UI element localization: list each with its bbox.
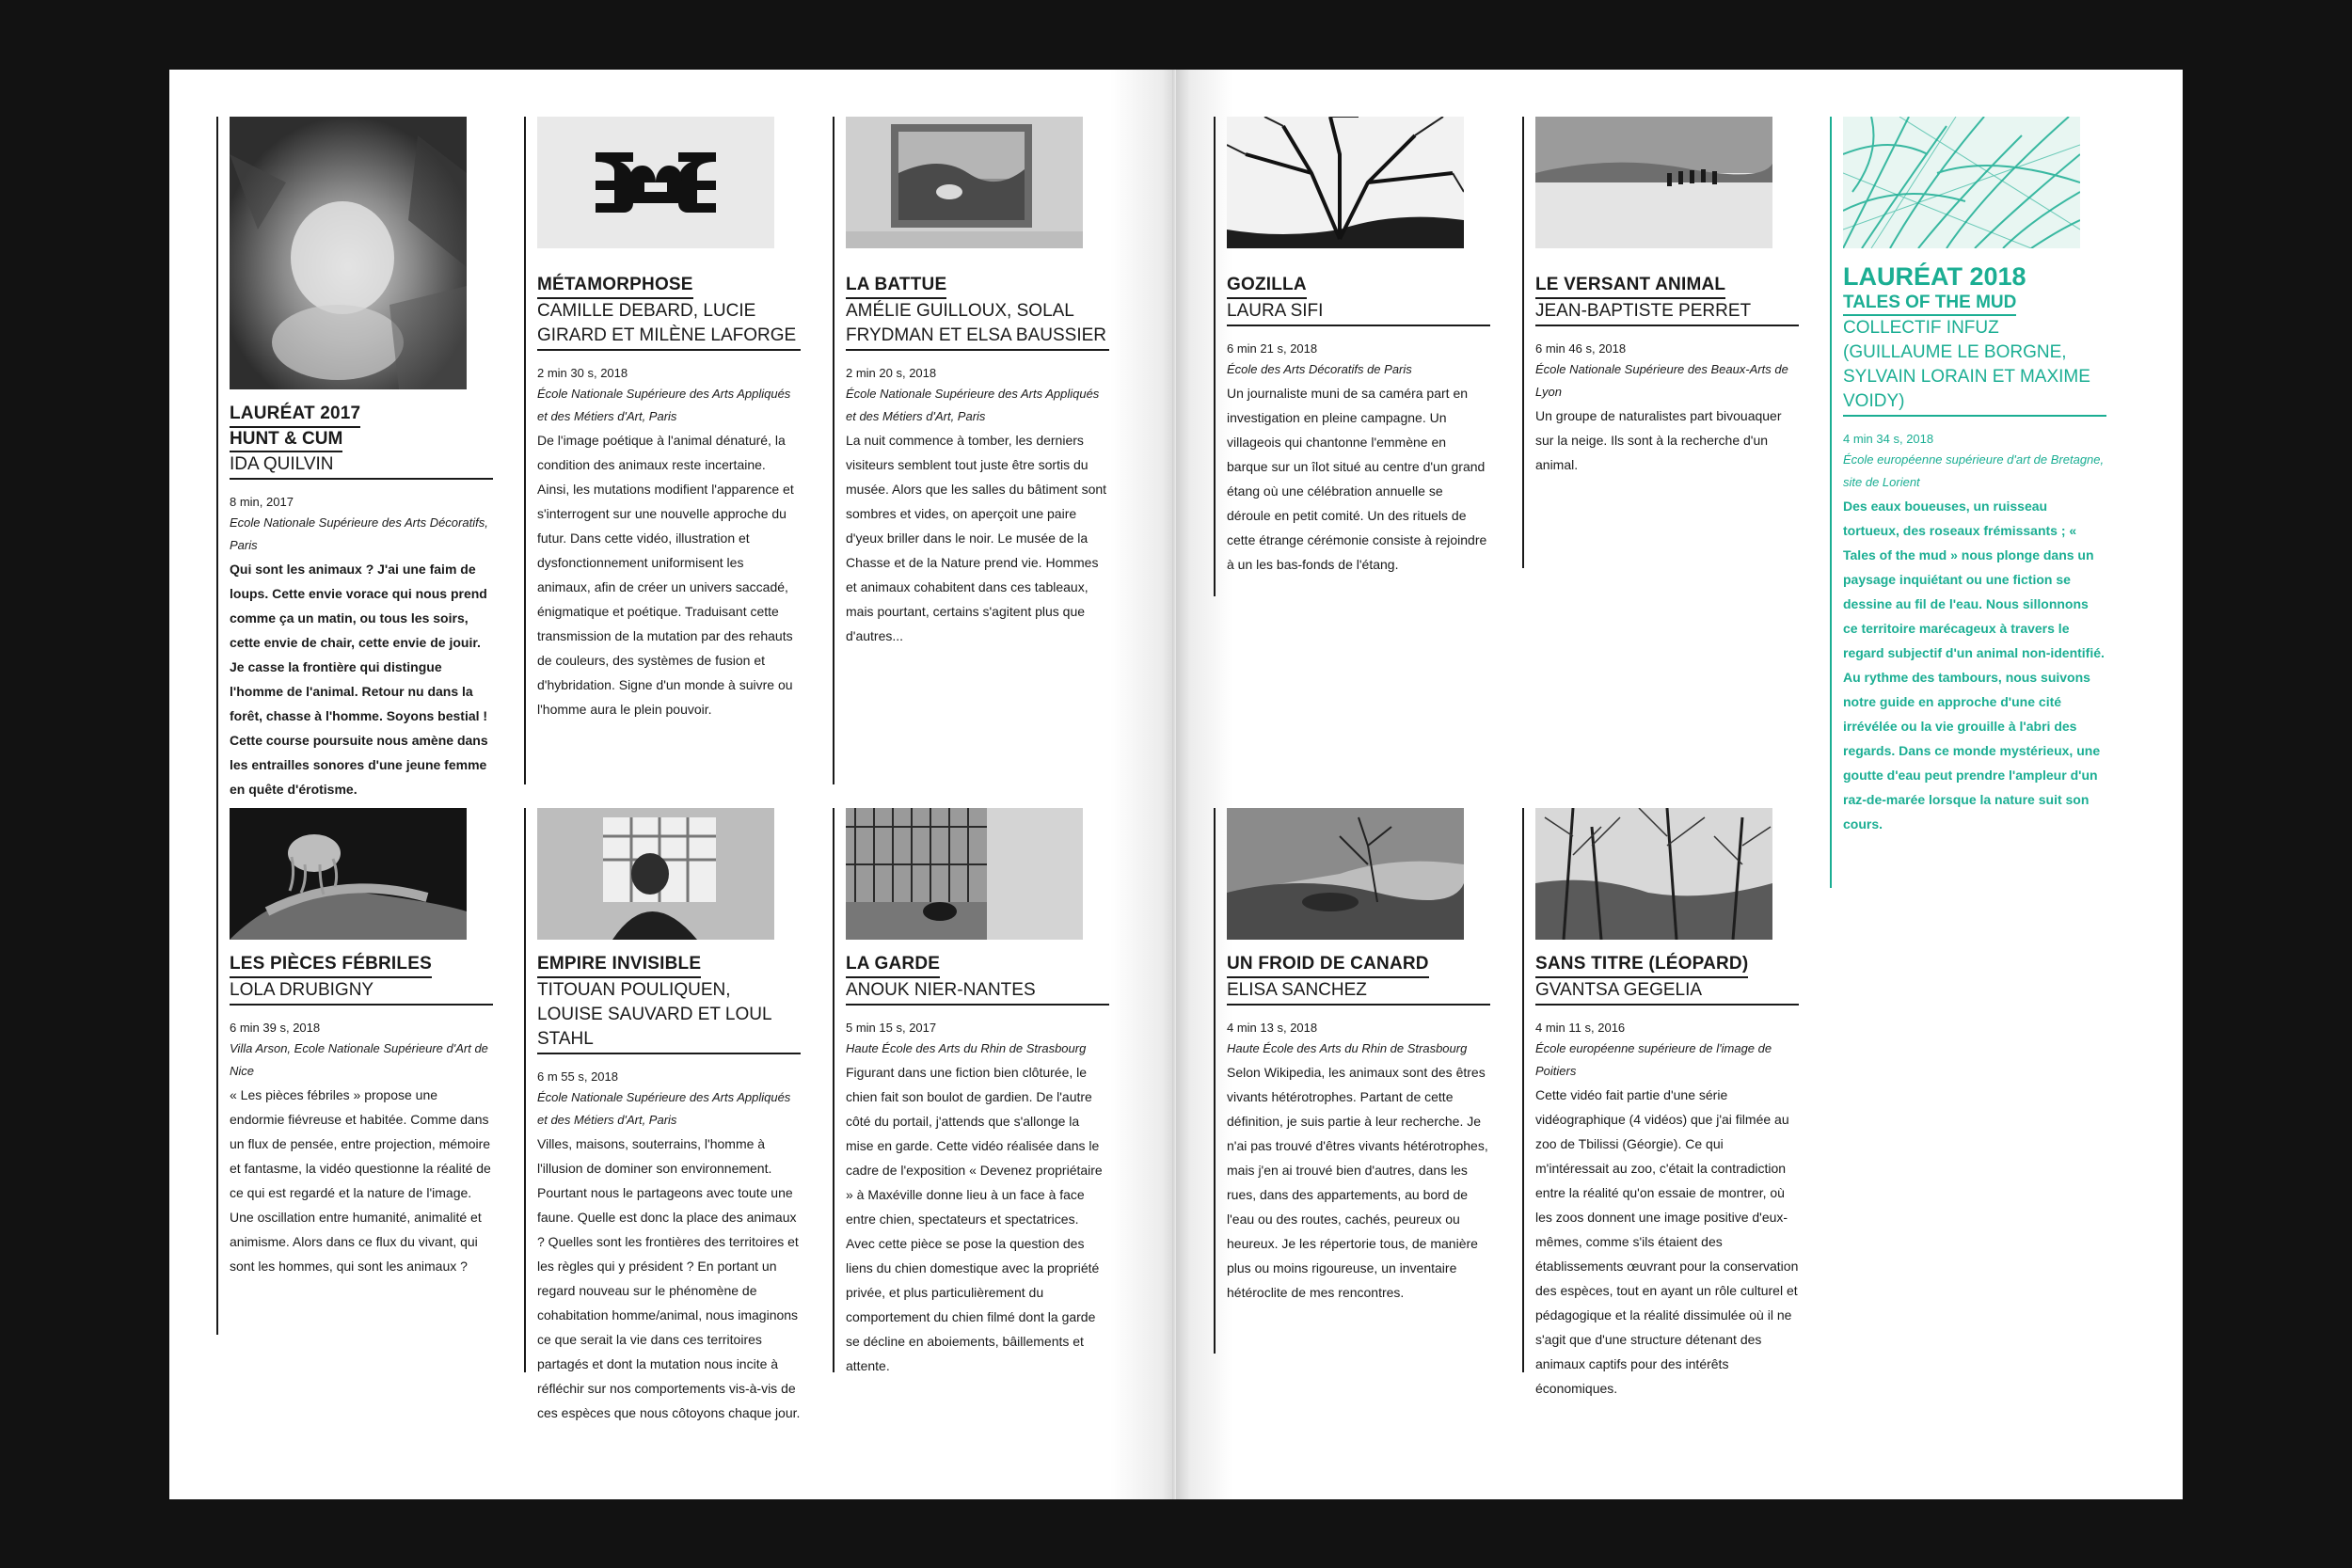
school-name: Haute École des Arts du Rhin de Strasbourg <box>846 1041 1087 1055</box>
entry-content <box>1535 808 1799 1401</box>
black-creature-logo <box>537 117 774 248</box>
film-description: De l'image poétique à l'animal dénaturé, la condition des animaux reste incertaine. Ainsi, les mutations modifient l'apparence et s'interrogent sur une nouvelle approche du futur. Dans cette vidéo, illustration et dysfonctionnement uniformisent les animaux, afin de créer un univers saccadé, énigmatique et poétique. Traduisant cette transmission de la mutation par des rehauts de couleurs, des systèmes de fusion et d'hybridation. Signe d'un monde à suivre ou l'homme aura le plein pouvoir. <box>537 433 794 717</box>
school-name: École Nationale Supérieure des Arts Appliqués et des Métiers d'Art, Paris <box>537 387 791 423</box>
duration-year: 5 min 15 s, 2017 <box>846 1021 937 1035</box>
column-rule <box>833 808 834 1372</box>
school-name: Villa Arson, Ecole Nationale Supérieure d'Art de Nice <box>230 1041 488 1078</box>
duration-year: 8 min, 2017 <box>230 495 294 509</box>
film-description: Figurant dans une fiction bien clôturée, le chien fait son boulot de gardien. De l'autre côté du portail, j'attends que s'allonge la mise en garde. Cette vidéo réalisée dans le cadre de l'exposition « Devenez propriétaire » à Maxéville donne lieu à un face à face entre chien, spectateurs et spectatrices. Avec cette pièce se pose la question des liens du chien domestique avec la propriété privée, et plus particulièrement du comportement du chien filmé dont la garde se décline en aboiements, bâillements et attente. <box>846 1065 1103 1373</box>
entry-sans-titre <box>1522 808 1800 1396</box>
film-title: LA BATTUE <box>846 274 946 299</box>
film-description: Des eaux boueuses, un ruisseau tortueux, des roseaux frémissants ; « Tales of the mud » nous plonge dans un paysage inquiétant ou une fiction se dessine au fil de l'eau. Nous sillonnons ce territoire marécageux à travers le regard subjectif d'un animal non-identifié. Au rythme des tambours, nous suivons notre guide en approche d'une cité irrévélée ou la vie grouille à l'abri des regards. Dans ce monde mystérieux, une goutte d'eau peut prendre l'ampleur d'un raz-de-marée lorsque la nature suit son cours. <box>1843 499 2105 832</box>
duration-year: 2 min 30 s, 2018 <box>537 366 628 380</box>
column-rule <box>1214 808 1216 1354</box>
tree-branches-photo <box>1227 117 1464 248</box>
entry-content <box>846 808 1109 1378</box>
film-description: Un groupe de naturalistes part bivouaquer sur la neige. Ils sont à la recherche d'un animal. <box>1535 408 1782 472</box>
school-name: École européenne supérieure d'art de Bretagne, site de Lorient <box>1843 452 2105 489</box>
film-title: EMPIRE INVISIBLE <box>537 953 701 978</box>
film-description: Selon Wikipedia, les animaux sont des êtres vivants hétérotrophes. Partant de cette définition, je suis partie à leur recherche. Je n'ai pas trouvé d'êtres vivants hétérotrophes, mais j'en ai trouvé bien d'autres, dans les rues, dans des appartements, au bord de l'eau ou des routes, cachés, peureux ou heureux. Je les répertorie tous, de manière plus ou moins rigoureuse, un inventaire hétéroclite de mes rencontres. <box>1227 1065 1488 1300</box>
entry-content <box>230 808 493 1278</box>
duration-year: 6 min 39 s, 2018 <box>230 1021 321 1035</box>
film-description: Cette vidéo fait partie d'une série vidéographique (4 vidéos) que j'ai filmée au zoo de Tbilissi (Géorgie). Ce qui m'intéressait au zoo, c'était la contradiction entre la réalité qu'on essaie de montrer, où les zoos donnent une image positive d'eux-mêmes, comme s'ils étaient des établissements œuvrant pour la conservation des espèces, tout en ayant un rôle culturel et pédagogique et la réalité dissimulée où il ne s'agit que d'une structure détenant des animaux captifs pour des intérêts économiques. <box>1535 1087 1799 1396</box>
entry-gozilla <box>1214 117 1491 596</box>
school-name: Ecole Nationale Supérieure des Arts Décoratifs, Paris <box>230 515 488 552</box>
film-authors: LOLA DRUBIGNY <box>230 978 493 1006</box>
school-name: École Nationale Supérieure des Arts Appliqués et des Métiers d'Art, Paris <box>846 387 1100 423</box>
entry-content <box>1843 117 2106 836</box>
film-description: « Les pièces fébriles » propose une endormie fiévreuse et habitée. Comme dans un flux de pensée, entre projection, mémoire et fantasme, la vidéo questionne la réalité de ce qui est regardé et la nature de l'image. Une oscillation entre humanité, animalité et animisme. Alors dans ce flux du vivant, qui sont les hommes, qui sont les animaux ? <box>230 1087 491 1274</box>
duration-year: 6 m 55 s, 2018 <box>537 1069 618 1084</box>
film-title: LA GARDE <box>846 953 940 978</box>
riverbank-photo <box>1227 808 1464 940</box>
duration-year: 6 min 46 s, 2018 <box>1535 341 1627 356</box>
school-name: Haute École des Arts du Rhin de Strasbourg <box>1227 1041 1468 1055</box>
entry-content <box>846 117 1109 648</box>
film-authors: CAMILLE DEBARD, LUCIE GIRARD ET MILÈNE LAFORGE <box>537 299 801 351</box>
jellyfish-sleeper-photo <box>230 808 467 940</box>
duration-year: 4 min 34 s, 2018 <box>1843 432 1934 446</box>
film-title: UN FROID DE CANARD <box>1227 953 1429 978</box>
portrait-dog-photo <box>230 117 467 389</box>
entry-content <box>1227 808 1490 1305</box>
award-label: LAURÉAT 2017 <box>230 403 360 428</box>
gate-dog-photo <box>846 808 1083 940</box>
column-rule <box>216 808 218 1335</box>
film-title: LES PIÈCES FÉBRILES <box>230 953 432 978</box>
column-rule <box>1214 117 1216 596</box>
entry-content <box>230 117 493 801</box>
column-rule <box>524 808 526 1372</box>
forest-trees-photo <box>1535 808 1772 940</box>
right-page <box>1176 70 2183 1499</box>
entry-hunt-cum <box>216 117 494 850</box>
column-rule <box>1522 117 1524 568</box>
film-title: SANS TITRE (LÉOPARD) <box>1535 953 1748 978</box>
film-title: MÉTAMORPHOSE <box>537 274 693 299</box>
left-page <box>169 70 1176 1499</box>
film-description: Qui sont les animaux ? J'ai une faim de loups. Cette envie vorace qui nous prend comme ça un matin, ou tous les soirs, cette envie de chair, cette envie de jouir. Je casse la frontière qui distingue l'homme de l'animal. Retour nu dans la forêt, chasse à l'homme. Soyons bestial ! Cette course poursuite nous amène dans les entrailles sonores d'une jeune femme en quête d'érotisme. <box>230 562 488 797</box>
entry-froid-de-canard <box>1214 808 1491 1354</box>
film-title: HUNT & CUM <box>230 428 342 452</box>
entry-content <box>1535 117 1799 477</box>
film-authors: COLLECTIF INFUZ (GUILLAUME LE BORGNE, SYLVAIN LORAIN ET MAXIME VOIDY) <box>1843 316 2106 417</box>
film-authors: JEAN-BAPTISTE PERRET <box>1535 299 1799 326</box>
film-authors: AMÉLIE GUILLOUX, SOLAL FRYDMAN ET ELSA BAUSSIER <box>846 299 1109 351</box>
column-rule <box>1830 117 1832 888</box>
entry-versant-animal <box>1522 117 1800 568</box>
entry-la-battue <box>833 117 1110 784</box>
entry-content <box>537 117 801 721</box>
duration-year: 2 min 20 s, 2018 <box>846 366 937 380</box>
award-label: LAURÉAT 2018 <box>1843 262 2026 291</box>
film-title: LE VERSANT ANIMAL <box>1535 274 1725 299</box>
entry-tales-of-the-mud <box>1830 117 2107 888</box>
film-authors: ELISA SANCHEZ <box>1227 978 1490 1006</box>
school-name: École européenne supérieure de l'image de Poitiers <box>1535 1041 1772 1078</box>
entry-la-garde <box>833 808 1110 1372</box>
column-rule <box>524 117 526 784</box>
film-authors: ANOUK NIER-NANTES <box>846 978 1109 1006</box>
column-rule <box>216 117 218 850</box>
film-authors: LAURA SIFI <box>1227 299 1490 326</box>
school-name: École Nationale Supérieure des Arts Appliqués et des Métiers d'Art, Paris <box>537 1090 791 1127</box>
film-authors: IDA QUILVIN <box>230 452 493 480</box>
entry-metamorphose <box>524 117 802 784</box>
film-authors: TITOUAN POULIQUEN, LOUISE SAUVARD ET LOUL STAHL <box>537 978 801 1054</box>
film-title: GOZILLA <box>1227 274 1307 299</box>
magazine-spread <box>169 70 2183 1499</box>
film-description: Villes, maisons, souterrains, l'homme à l'illusion de dominer son environnement. Pourtant nous le partageons avec toute une faune. Quelle est donc la place des animaux ? Quelles sont les frontières des territoires et les règles qui y président ? En portant un regard nouveau sur le phénomène de cohabitation homme/animal, nous imaginons ce que serait la vie dans ces territoires partagés et dont la mutation nous incite à réfléchir sur nos comportements vis-à-vis de ces espèces que nous côtoyons chaque jour. <box>537 1136 801 1420</box>
column-rule <box>833 117 834 784</box>
entry-pieces-febriles <box>216 808 494 1335</box>
film-title: TALES OF THE MUD <box>1843 292 2016 316</box>
duration-year: 4 min 13 s, 2018 <box>1227 1021 1318 1035</box>
film-description: Un journaliste muni de sa caméra part en investigation en pleine campagne. Un villageois qui chantonne l'emmène en barque sur un îlot situé au centre d'un grand étang où une célébration annuelle se déroule en petit comité. Un des rituels de cette étrange cérémonie consiste à rejoindre à un les bas-fonds de l'étang. <box>1227 386 1487 572</box>
duration-year: 6 min 21 s, 2018 <box>1227 341 1318 356</box>
duration-year: 4 min 11 s, 2016 <box>1535 1021 1626 1035</box>
entry-content <box>537 808 801 1425</box>
snow-hikers-photo <box>1535 117 1772 248</box>
film-description: La nuit commence à tomber, les derniers visiteurs semblent tout juste être sortis du musée. Alors que les salles du bâtiment sont sombres et vides, on aperçoit une paire d'yeux briller dans le noir. Le musée de la Chasse et de la Nature prend vie. Hommes et animaux cohabitent dans ces tableaux, mais pourtant, certains s'agitent plus que d'autres... <box>846 433 1107 643</box>
school-name: École Nationale Supérieure des Beaux-Arts de Lyon <box>1535 362 1788 399</box>
teal-reeds-photo <box>1843 117 2080 248</box>
framed-painting-photo <box>846 117 1083 248</box>
school-name: École des Arts Décoratifs de Paris <box>1227 362 1412 376</box>
column-rule <box>1522 808 1524 1372</box>
entry-content <box>1227 117 1490 577</box>
window-man-photo <box>537 808 774 940</box>
entry-empire-invisible <box>524 808 802 1420</box>
film-authors: GVANTSA GEGELIA <box>1535 978 1799 1006</box>
